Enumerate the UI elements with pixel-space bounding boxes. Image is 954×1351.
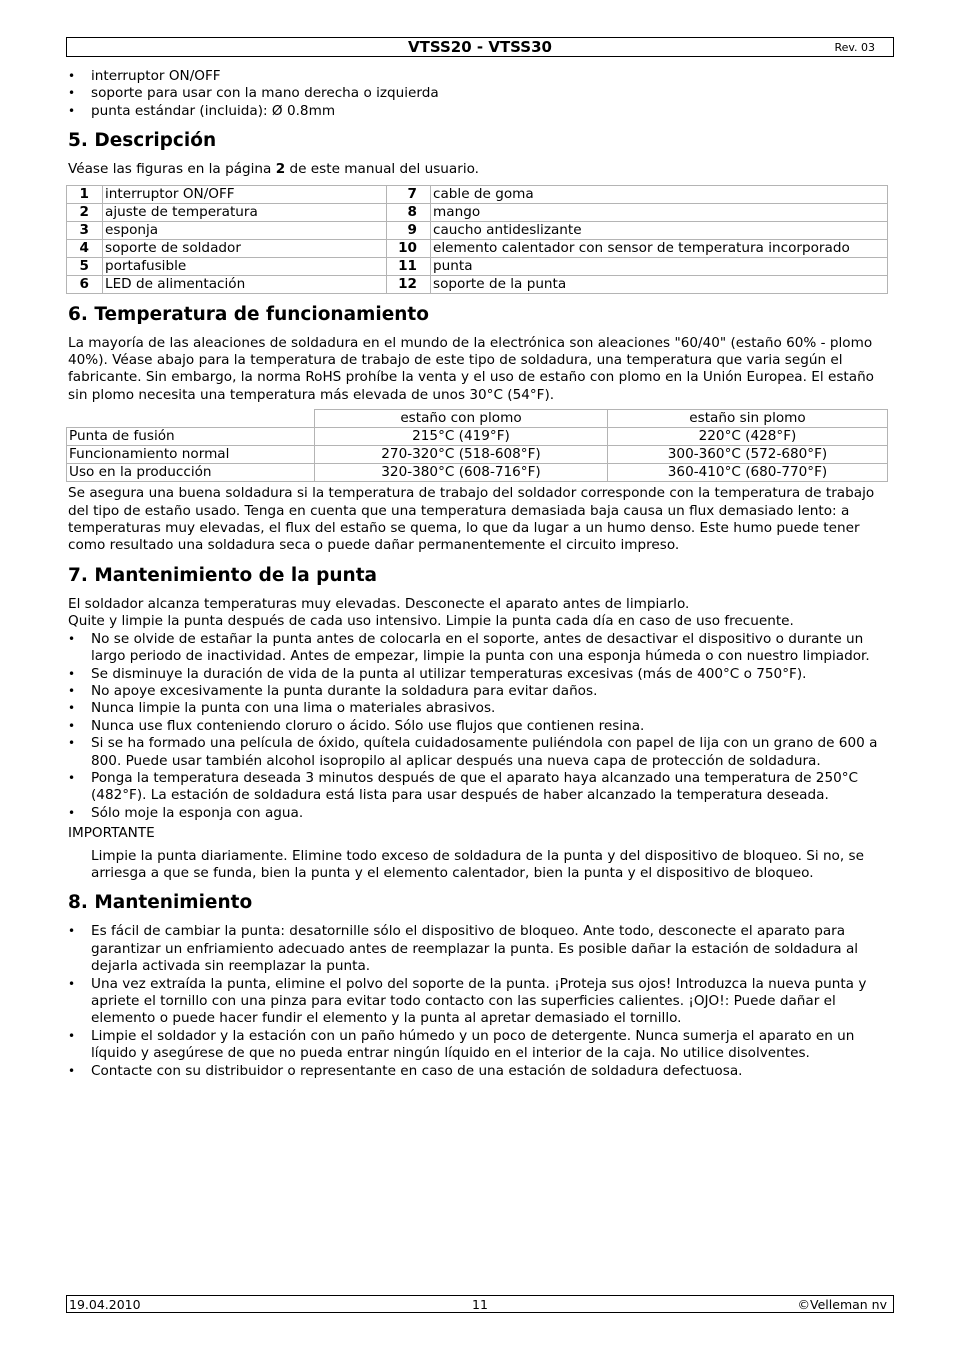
table-row: [67, 446, 888, 464]
list-item: • No se olvide de estañar la punta antes de colocarla en el soporte, antes de desactivar el dispositivo o durante un largo periodo de inactividad. Antes de empezar, limpie la punta con una esponja húmeda o con nuestro limpiador.: [68, 631, 888, 666]
table-row: [67, 464, 888, 482]
table-row: [67, 185, 888, 203]
part-label: soporte de soldador: [103, 239, 387, 257]
part-number: 11: [387, 257, 431, 275]
list-item: • Limpie el soldador y la estación con un paño húmedo y un poco de detergente. Nunca sumerja el aparato en un líquido y asegúrese de que no pueda entrar ningún líquido en el interior de la caja. No utilice disolventes.: [68, 1028, 888, 1063]
part-label: LED de alimentación: [103, 275, 387, 293]
list-item: • Es fácil de cambiar la punta: desatornille sólo el dispositivo de bloqueo. Ante todo, desconecte el aparato para garantizar un enfriamiento adecuado antes de reemplazar la punta. Es posible dañar la estación de soldadura al dejarla activada sin reemplazar la punta.: [68, 923, 888, 975]
part-number: 6: [67, 275, 103, 293]
part-label: esponja: [103, 221, 387, 239]
section-7-heading: 7. Mantenimiento de la punta: [68, 564, 378, 586]
temperature-table: [66, 409, 888, 482]
section-6-paragraph-1: La mayoría de las aleaciones de soldadura en el mundo de la electrónica son aleaciones "60/40" (estaño 60% - plomo 40%). Véase abajo para la temperatura de trabajo de este tipo de soldadura, una temperatura que varia según el fabricante. Sin embargo, la norma RoHS prohíbe la venta y el uso de estaño con plomo en la Unión Europea. El estaño sin plomo necesita una temperatura más elevada de unos 30°C (54°F).: [68, 334, 874, 403]
list-item: • Contacte con su distribuidor o representante en caso de una estación de soldadura defectuosa.: [68, 1063, 888, 1080]
table-row: [67, 257, 888, 275]
section-5-intro: [68, 161, 888, 178]
section-6-heading: 6. Temperatura de funcionamiento: [68, 303, 429, 325]
part-number: 2: [67, 203, 103, 221]
lead-free-value: 220°C (428°F): [608, 428, 888, 446]
part-label: punta: [431, 257, 888, 275]
leaded-value: 215°C (419°F): [315, 428, 608, 446]
column-header-leaded: estaño con plomo: [315, 410, 608, 428]
section-8-bullet-list: [68, 923, 888, 1080]
part-label: interruptor ON/OFF: [103, 185, 387, 203]
table-row: [67, 428, 888, 446]
part-number: 5: [67, 257, 103, 275]
empty-cell: [67, 410, 315, 428]
part-label: soporte de la punta: [431, 275, 888, 293]
list-item: • soporte para usar con la mano derecha o izquierda: [68, 85, 888, 102]
part-number: 1: [67, 185, 103, 203]
part-number: 4: [67, 239, 103, 257]
row-label: Punta de fusión: [67, 428, 315, 446]
page-number: 11: [472, 1297, 488, 1312]
part-number: 10: [387, 239, 431, 257]
list-item: • Sólo moje la esponja con agua.: [68, 805, 888, 822]
part-label: caucho antideslizante: [431, 221, 888, 239]
parts-table: [66, 185, 888, 294]
part-number: 12: [387, 275, 431, 293]
part-number: 3: [67, 221, 103, 239]
part-label: elemento calentador con sensor de temperatura incorporado: [431, 239, 888, 257]
column-header-lead-free: estaño sin plomo: [608, 410, 888, 428]
table-row: [67, 239, 888, 257]
part-number: 8: [387, 203, 431, 221]
list-item: • No apoye excesivamente la punta durante la soldadura para evitar daños.: [68, 683, 888, 700]
section-6-paragraph-2: Se asegura una buena soldadura si la temperatura de trabajo del soldador corresponde con la temperatura de trabajo del tipo de estaño usado. Tenga en cuenta que una temperatura demasiada baja causa un flux demasiado lento: a temperaturas muy elevadas, el flux del estaño se quema, lo que da lugar a un humo denso. Este humo puede tener como resultado una soldadura seca o puede dañar permanentemente el circuito impreso.: [68, 485, 875, 554]
part-number: 9: [387, 221, 431, 239]
footer-date: 19.04.2010: [69, 1297, 141, 1312]
section-7-line-1: El soldador alcanza temperaturas muy elevadas. Desconecte el aparato antes de limpiarlo.: [68, 595, 690, 612]
part-number: 7: [387, 185, 431, 203]
part-label: cable de goma: [431, 185, 888, 203]
table-row: [67, 275, 888, 293]
page-content: [68, 67, 888, 1080]
section-7-line-2: Quite y limpie la punta después de cada uso intensivo. Limpie la punta cada día en caso de uso frecuente.: [68, 613, 794, 630]
list-item: • punta estándar (incluida): Ø 0.8mm: [68, 103, 888, 120]
list-item: • interruptor ON/OFF: [68, 68, 888, 85]
table-header-row: [67, 410, 888, 428]
page-reference: 2: [275, 161, 286, 178]
row-label: Uso en la producción: [67, 464, 315, 482]
leaded-value: 320-380°C (608-716°F): [315, 464, 608, 482]
intro-text-end: de este manual del usuario.: [285, 161, 479, 178]
lead-free-value: 360-410°C (680-770°F): [608, 464, 888, 482]
section-5-heading: 5. Descripción: [68, 130, 217, 152]
intro-bullet-list: [68, 68, 888, 120]
important-text: Limpie la punta diariamente. Elimine todo exceso de soldadura de la punta y del dispositivo de bloqueo. Si no, se arriesga a que se funda, bien la punta y el elemento calentador, bien la punta y el dispositivo de bloqueo.: [91, 847, 864, 881]
table-row: [67, 221, 888, 239]
table-row: [67, 203, 888, 221]
list-item: • Nunca limpie la punta con una lima o materiales abrasivos.: [68, 700, 888, 717]
list-item: • Una vez extraída la punta, elimine el polvo del soporte de la punta. ¡Proteja sus ojos! Introduzca la nueva punta y apriete el tornillo con una pinza para evitar todo contacto con las superficies calientes. ¡OJO!: Puede dañar el elemento o puede hacer fundir el elemento y la punta al apretar demasiado el tornillo.: [68, 976, 888, 1028]
intro-text-start: Véase las figuras en la página: [68, 161, 276, 178]
page-footer: [66, 1295, 894, 1313]
list-item: • Nunca use flux conteniendo cloruro o ácido. Sólo use flujos que contienen resina.: [68, 718, 888, 735]
page-header: [66, 37, 894, 57]
part-label: ajuste de temperatura: [103, 203, 387, 221]
lead-free-value: 300-360°C (572-680°F): [608, 446, 888, 464]
leaded-value: 270-320°C (518-608°F): [315, 446, 608, 464]
footer-copyright: ©Velleman nv: [797, 1297, 887, 1312]
list-item: • Se disminuye la duración de vida de la punta al utilizar temperaturas excesivas (más de 400°C o 750°F).: [68, 666, 888, 683]
row-label: Funcionamiento normal: [67, 446, 315, 464]
part-label: mango: [431, 203, 888, 221]
revision-label: Rev. 03: [834, 41, 875, 54]
list-item: • Ponga la temperatura deseada 3 minutos después de que el aparato haya alcanzado una temperatura de 250°C (482°F). La estación de soldadura está lista para usar después de haber alcanzado la temperatura deseada.: [68, 770, 888, 805]
important-label: IMPORTANTE: [68, 825, 155, 842]
part-label: portafusible: [103, 257, 387, 275]
list-item: • Si se ha formado una película de óxido, quítela cuidadosamente puliéndola con papel de lija con un grano de 600 a 800. Puede usar también alcohol isopropilo al aplicar después una nueva capa de protección de soldadura.: [68, 735, 888, 770]
section-7-bullet-list: [68, 631, 888, 822]
section-8-heading: 8. Mantenimiento: [68, 892, 253, 914]
document-title: VTSS20 - VTSS30: [408, 38, 552, 56]
